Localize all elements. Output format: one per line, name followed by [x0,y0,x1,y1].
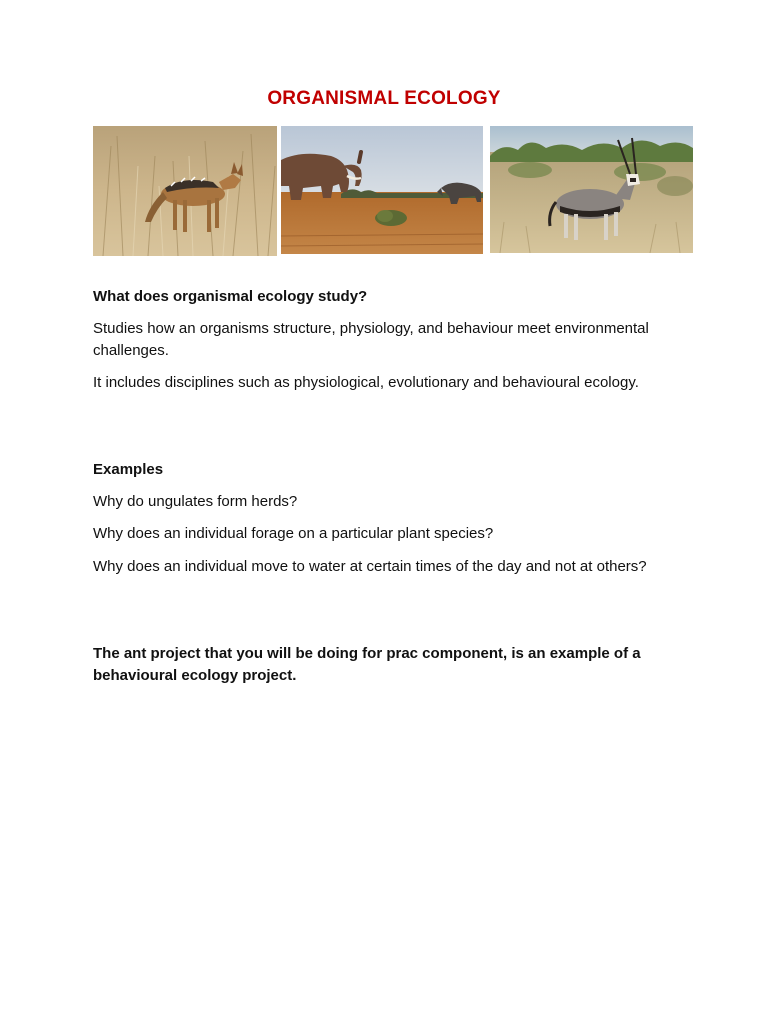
example-item: Why does an individual forage on a particular plant species? [93,525,494,542]
jackal-photo [93,126,277,256]
page-title: ORGANISMAL ECOLOGY [267,88,501,109]
elephant-icon [281,126,483,254]
examples-heading: Examples [93,461,164,478]
elephant-rhino-photo [281,126,483,254]
closing-note: The ant project that you will be doing for prac component, is an example of a behavioural ecology project. [93,645,641,684]
paragraph-structure: Studies how an organisms structure, physiology, and behaviour meet environmental challenges. [93,320,649,359]
oryx-photo [490,126,693,253]
example-item: Why do ungulates form herds? [93,493,298,510]
paragraph-disciplines: It includes disciplines such as physiological, evolutionary and behavioural ecology. [93,374,639,391]
photo-strip [93,126,693,256]
question-heading: What does organismal ecology study? [93,288,368,305]
jackal-icon [93,126,277,256]
example-item: Why does an individual move to water at certain times of the day and not at others? [93,558,647,575]
oryx-icon [490,126,693,253]
